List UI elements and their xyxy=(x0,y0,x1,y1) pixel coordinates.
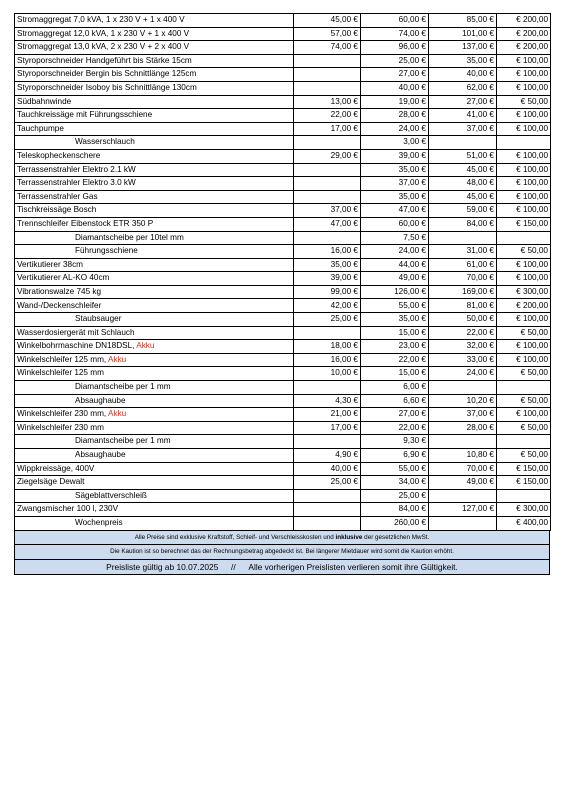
price-cell-4: € 100,00 xyxy=(497,177,551,191)
item-name-cell xyxy=(15,449,294,463)
item-name: Vertikutierer 38cm xyxy=(17,259,83,269)
table-row xyxy=(15,109,551,123)
table-row xyxy=(15,163,551,177)
price-cell-3: 50,00 € xyxy=(429,313,497,327)
item-name: Wand-/Deckenschleifer xyxy=(17,300,102,310)
price-cell-1: 47,00 € xyxy=(294,217,361,231)
akku-label: Akku xyxy=(108,409,127,419)
item-name-cell xyxy=(15,435,294,449)
item-name-cell xyxy=(15,421,294,435)
price-cell-1: 16,00 € xyxy=(294,353,361,367)
item-name-cell xyxy=(15,245,294,259)
price-cell-2: 19,00 € xyxy=(361,95,429,109)
price-cell-4: € 100,00 xyxy=(497,54,551,68)
price-cell-1: 10,00 € xyxy=(294,367,361,381)
price-cell-2: 60,00 € xyxy=(361,14,429,28)
table-row xyxy=(15,394,551,408)
item-name: Südbahnwinde xyxy=(17,96,72,106)
item-name-cell xyxy=(15,14,294,28)
price-cell-2: 60,00 € xyxy=(361,217,429,231)
price-cell-3: 84,00 € xyxy=(429,217,497,231)
item-name-cell xyxy=(15,285,294,299)
price-cell-3: 61,00 € xyxy=(429,258,497,272)
price-cell-1: 22,00 € xyxy=(294,109,361,123)
price-cell-2: 74,00 € xyxy=(361,27,429,41)
price-cell-4 xyxy=(497,381,551,395)
item-name-cell xyxy=(15,231,294,245)
price-cell-3: 37,00 € xyxy=(429,408,497,422)
price-cell-1: 13,00 € xyxy=(294,95,361,109)
table-row xyxy=(15,381,551,395)
price-cell-1: 25,00 € xyxy=(294,476,361,490)
item-name-cell xyxy=(15,190,294,204)
item-name: Führungsschiene xyxy=(75,246,138,256)
table-row xyxy=(15,313,551,327)
price-cell-1: 21,00 € xyxy=(294,408,361,422)
price-cell-2: 25,00 € xyxy=(361,489,429,503)
item-name-cell xyxy=(15,204,294,218)
note-prices-text-end: der gesetzlichen MwSt. xyxy=(362,533,430,541)
note-prices xyxy=(14,531,550,546)
price-cell-2: 96,00 € xyxy=(361,41,429,55)
table-row xyxy=(15,81,551,95)
valid-from-text: Preisliste gültig ab 10.07.2025 xyxy=(106,561,219,572)
price-cell-2: 49,00 € xyxy=(361,272,429,286)
table-row xyxy=(15,258,551,272)
price-cell-2: 24,00 € xyxy=(361,245,429,259)
price-cell-2: 37,00 € xyxy=(361,177,429,191)
price-cell-1 xyxy=(294,489,361,503)
validity-notice-text: Alle vorherigen Preislisten verlieren somit ihre Gültigkeit. xyxy=(248,561,458,572)
item-name: Trennschleifer Eibenstock ETR 350 P xyxy=(17,218,154,228)
price-cell-2: 25,00 € xyxy=(361,54,429,68)
price-cell-2: 35,00 € xyxy=(361,190,429,204)
price-cell-3: 45,00 € xyxy=(429,190,497,204)
price-cell-4: € 100,00 xyxy=(497,340,551,354)
price-cell-2: 44,00 € xyxy=(361,258,429,272)
item-name: Teleskopheckenschere xyxy=(17,150,101,160)
price-cell-1 xyxy=(294,381,361,395)
price-cell-3: 28,00 € xyxy=(429,421,497,435)
item-name-cell xyxy=(15,503,294,517)
price-cell-1 xyxy=(294,190,361,204)
price-cell-4: € 100,00 xyxy=(497,408,551,422)
price-cell-1: 25,00 € xyxy=(294,313,361,327)
item-name-cell xyxy=(15,313,294,327)
note-prices-text-start: Alle Preise sind exklusive Kraftstoff, Schleif- und Verschleisskosten und xyxy=(134,533,336,541)
table-row xyxy=(15,27,551,41)
table-row xyxy=(15,177,551,191)
price-cell-3: 70,00 € xyxy=(429,462,497,476)
price-cell-1 xyxy=(294,503,361,517)
price-cell-4: € 400,00 xyxy=(497,516,551,530)
price-cell-2: 47,00 € xyxy=(361,204,429,218)
price-cell-1 xyxy=(294,54,361,68)
price-cell-2: 34,00 € xyxy=(361,476,429,490)
item-name: Winkelschleifer 125 mm, xyxy=(17,354,107,364)
table-row xyxy=(15,421,551,435)
separator-text: // xyxy=(231,561,236,572)
price-cell-2: 22,00 € xyxy=(361,353,429,367)
price-cell-4: € 200,00 xyxy=(497,41,551,55)
item-name: Diamantscheibe per 10tel mm xyxy=(75,232,184,242)
price-cell-1 xyxy=(294,177,361,191)
item-name-cell xyxy=(15,408,294,422)
akku-label: Akku xyxy=(108,354,127,364)
item-name-cell xyxy=(15,41,294,55)
table-row xyxy=(15,190,551,204)
price-cell-4: € 50,00 xyxy=(497,421,551,435)
item-name-cell xyxy=(15,217,294,231)
price-cell-2: 28,00 € xyxy=(361,109,429,123)
table-row xyxy=(15,503,551,517)
item-name-cell xyxy=(15,516,294,530)
price-cell-3 xyxy=(429,489,497,503)
price-cell-4: € 100,00 xyxy=(497,122,551,136)
price-cell-3: 127,00 € xyxy=(429,503,497,517)
price-cell-1: 4,90 € xyxy=(294,449,361,463)
price-cell-4: € 100,00 xyxy=(497,68,551,82)
price-cell-4: € 100,00 xyxy=(497,163,551,177)
price-cell-3: 24,00 € xyxy=(429,367,497,381)
price-cell-3: 137,00 € xyxy=(429,41,497,55)
price-cell-4: € 300,00 xyxy=(497,503,551,517)
price-cell-1 xyxy=(294,163,361,177)
price-cell-3: 40,00 € xyxy=(429,68,497,82)
item-name: Terrassenstrahler Elektro 3.0 kW xyxy=(17,178,136,188)
price-cell-3: 70,00 € xyxy=(429,272,497,286)
price-cell-3: 31,00 € xyxy=(429,245,497,259)
price-cell-4: € 100,00 xyxy=(497,272,551,286)
price-cell-4: € 100,00 xyxy=(497,149,551,163)
item-name-cell xyxy=(15,367,294,381)
price-cell-3: 33,00 € xyxy=(429,353,497,367)
price-cell-1: 17,00 € xyxy=(294,122,361,136)
price-cell-2: 40,00 € xyxy=(361,81,429,95)
price-cell-1: 40,00 € xyxy=(294,462,361,476)
item-name: Styroporschneider Handgeführt bis Stärke 15cm xyxy=(17,55,192,65)
price-cell-4 xyxy=(497,435,551,449)
price-cell-3: 27,00 € xyxy=(429,95,497,109)
item-name: Stromaggregat 7,0 kVA, 1 x 230 V + 1 x 400 V xyxy=(17,15,185,25)
price-cell-3: 59,00 € xyxy=(429,204,497,218)
item-name-cell xyxy=(15,68,294,82)
price-cell-1 xyxy=(294,516,361,530)
price-cell-3: 10,80 € xyxy=(429,449,497,463)
price-cell-2: 35,00 € xyxy=(361,163,429,177)
price-cell-3: 48,00 € xyxy=(429,177,497,191)
price-cell-4: € 300,00 xyxy=(497,285,551,299)
note-prices-bold: inklusive xyxy=(335,533,363,541)
note-validity xyxy=(14,560,550,575)
price-cell-2: 15,00 € xyxy=(361,326,429,340)
price-cell-4: € 100,00 xyxy=(497,81,551,95)
price-cell-4: € 150,00 xyxy=(497,462,551,476)
item-name: Winkelschleifer 230 mm xyxy=(17,422,104,432)
price-cell-2: 24,00 € xyxy=(361,122,429,136)
item-name-cell xyxy=(15,163,294,177)
item-name-cell xyxy=(15,340,294,354)
item-name-cell xyxy=(15,394,294,408)
price-cell-1: 35,00 € xyxy=(294,258,361,272)
item-name: Tauchpumpe xyxy=(17,123,64,133)
table-row xyxy=(15,353,551,367)
price-cell-2: 6,00 € xyxy=(361,381,429,395)
table-row xyxy=(15,54,551,68)
item-name: Staubsauger xyxy=(75,314,122,324)
price-cell-2: 6,60 € xyxy=(361,394,429,408)
price-cell-3: 41,00 € xyxy=(429,109,497,123)
price-cell-3: 81,00 € xyxy=(429,299,497,313)
item-name: Winkelbohrmaschine DN18DSL, xyxy=(17,341,135,351)
table-row xyxy=(15,272,551,286)
price-cell-3: 62,00 € xyxy=(429,81,497,95)
price-cell-1: 16,00 € xyxy=(294,245,361,259)
item-name: Zwangsmischer 100 l, 230V xyxy=(17,504,119,514)
item-name: Ziegelsäge Dewalt xyxy=(17,477,85,487)
price-table-body xyxy=(15,14,551,531)
item-name: Wochenpreis xyxy=(75,518,123,528)
item-name: Winkelschleifer 230 mm, xyxy=(17,409,107,419)
price-cell-3 xyxy=(429,231,497,245)
price-cell-1 xyxy=(294,435,361,449)
item-name: Absaughaube xyxy=(75,450,126,460)
price-cell-1 xyxy=(294,231,361,245)
price-cell-1: 74,00 € xyxy=(294,41,361,55)
price-cell-4: € 200,00 xyxy=(497,14,551,28)
item-name: Winkelschleifer 125 mm xyxy=(17,368,104,378)
price-cell-3: 45,00 € xyxy=(429,163,497,177)
item-name: Diamantscheibe per 1 mm xyxy=(75,382,171,392)
price-cell-4: € 100,00 xyxy=(497,109,551,123)
table-row xyxy=(15,217,551,231)
table-row xyxy=(15,231,551,245)
price-cell-2: 15,00 € xyxy=(361,367,429,381)
table-row xyxy=(15,516,551,530)
price-cell-2: 27,00 € xyxy=(361,408,429,422)
price-cell-2: 260,00 € xyxy=(361,516,429,530)
price-cell-3: 49,00 € xyxy=(429,476,497,490)
item-name-cell xyxy=(15,476,294,490)
price-cell-4: € 50,00 xyxy=(497,245,551,259)
price-cell-2: 23,00 € xyxy=(361,340,429,354)
item-name-cell xyxy=(15,109,294,123)
table-row xyxy=(15,285,551,299)
item-name: Terrassenstrahler Elektro 2.1 kW xyxy=(17,164,136,174)
price-cell-4: € 50,00 xyxy=(497,394,551,408)
price-cell-3: 35,00 € xyxy=(429,54,497,68)
item-name: Stromaggregat 12,0 kVA, 1 x 230 V + 1 x 400 V xyxy=(17,28,190,38)
price-cell-1 xyxy=(294,136,361,150)
price-cell-1 xyxy=(294,81,361,95)
price-cell-1 xyxy=(294,326,361,340)
table-row xyxy=(15,122,551,136)
price-cell-2: 27,00 € xyxy=(361,68,429,82)
price-cell-1: 57,00 € xyxy=(294,27,361,41)
item-name-cell xyxy=(15,299,294,313)
price-cell-4: € 50,00 xyxy=(497,95,551,109)
item-name-cell xyxy=(15,489,294,503)
price-cell-4: € 200,00 xyxy=(497,299,551,313)
price-cell-4 xyxy=(497,136,551,150)
price-cell-2: 6,90 € xyxy=(361,449,429,463)
item-name-cell xyxy=(15,462,294,476)
table-row xyxy=(15,435,551,449)
price-cell-3: 169,00 € xyxy=(429,285,497,299)
price-cell-2: 84,00 € xyxy=(361,503,429,517)
price-cell-4: € 100,00 xyxy=(497,204,551,218)
table-row xyxy=(15,68,551,82)
price-cell-3: 32,00 € xyxy=(429,340,497,354)
table-row xyxy=(15,462,551,476)
table-row xyxy=(15,340,551,354)
item-name: Stromaggregat 13,0 kVA, 2 x 230 V + 2 x 400 V xyxy=(17,42,190,52)
price-cell-4: € 150,00 xyxy=(497,476,551,490)
table-row xyxy=(15,476,551,490)
price-cell-1: 45,00 € xyxy=(294,14,361,28)
price-cell-2: 55,00 € xyxy=(361,299,429,313)
item-name-cell xyxy=(15,81,294,95)
price-cell-1: 29,00 € xyxy=(294,149,361,163)
price-cell-4: € 100,00 xyxy=(497,190,551,204)
price-cell-4: € 200,00 xyxy=(497,27,551,41)
price-cell-3 xyxy=(429,136,497,150)
price-cell-3: 37,00 € xyxy=(429,122,497,136)
price-cell-3: 10,20 € xyxy=(429,394,497,408)
price-cell-4 xyxy=(497,489,551,503)
item-name: Tischkreissäge Bosch xyxy=(17,205,97,215)
price-cell-1: 37,00 € xyxy=(294,204,361,218)
item-name: Terrassenstrahler Gas xyxy=(17,191,98,201)
price-cell-4: € 50,00 xyxy=(497,326,551,340)
price-cell-1: 17,00 € xyxy=(294,421,361,435)
item-name: Absaughaube xyxy=(75,395,126,405)
price-cell-4: € 50,00 xyxy=(497,449,551,463)
item-name-cell xyxy=(15,258,294,272)
item-name-cell xyxy=(15,353,294,367)
price-cell-1: 99,00 € xyxy=(294,285,361,299)
item-name: Tauchkreissäge mit Führungsschiene xyxy=(17,110,153,120)
price-cell-3 xyxy=(429,381,497,395)
table-row xyxy=(15,41,551,55)
price-cell-2: 39,00 € xyxy=(361,149,429,163)
item-name: Styroporschneider Isoboy bis Schnittlänge 130cm xyxy=(17,83,197,93)
item-name-cell xyxy=(15,149,294,163)
price-cell-1 xyxy=(294,68,361,82)
item-name: Styroporschneider Bergin bis Schnittlänge 125cm xyxy=(17,69,197,79)
price-cell-3: 51,00 € xyxy=(429,149,497,163)
item-name: Sägeblattverschleiß xyxy=(75,490,147,500)
note-deposit xyxy=(14,545,550,560)
price-list-sheet xyxy=(14,13,550,575)
table-row xyxy=(15,489,551,503)
price-cell-2: 3,00 € xyxy=(361,136,429,150)
price-cell-3: 22,00 € xyxy=(429,326,497,340)
price-cell-4: € 150,00 xyxy=(497,217,551,231)
price-table xyxy=(14,13,551,531)
price-cell-4: € 100,00 xyxy=(497,313,551,327)
item-name-cell xyxy=(15,54,294,68)
item-name-cell xyxy=(15,27,294,41)
item-name-cell xyxy=(15,326,294,340)
price-cell-2: 9,30 € xyxy=(361,435,429,449)
table-row xyxy=(15,95,551,109)
item-name: Diamantscheibe per 1 mm xyxy=(75,436,171,446)
price-cell-2: 7,50 € xyxy=(361,231,429,245)
price-cell-4 xyxy=(497,231,551,245)
price-cell-1: 39,00 € xyxy=(294,272,361,286)
item-name-cell xyxy=(15,95,294,109)
akku-label: Akku xyxy=(136,341,155,351)
table-row xyxy=(15,408,551,422)
item-name-cell xyxy=(15,272,294,286)
note-deposit-text: Die Kaution ist so berechnet das der Rechnungsbetrag abgedeckt ist. Bei längerer Mietdauer wird somit die Kaution erhöht. xyxy=(110,548,454,556)
price-cell-1: 4,30 € xyxy=(294,394,361,408)
price-cell-3 xyxy=(429,516,497,530)
table-row xyxy=(15,14,551,28)
price-cell-2: 22,00 € xyxy=(361,421,429,435)
price-cell-2: 55,00 € xyxy=(361,462,429,476)
item-name-cell xyxy=(15,136,294,150)
price-cell-2: 126,00 € xyxy=(361,285,429,299)
item-name-cell xyxy=(15,177,294,191)
item-name: Vertikutierer AL-KO 40cm xyxy=(17,273,110,283)
item-name-cell xyxy=(15,381,294,395)
table-row xyxy=(15,449,551,463)
table-row xyxy=(15,245,551,259)
price-cell-4: € 50,00 xyxy=(497,367,551,381)
price-cell-3: 101,00 € xyxy=(429,27,497,41)
table-row xyxy=(15,299,551,313)
table-row xyxy=(15,326,551,340)
price-cell-2: 35,00 € xyxy=(361,313,429,327)
table-row xyxy=(15,204,551,218)
item-name: Vibrationswalze 745 kg xyxy=(17,286,102,296)
price-cell-3 xyxy=(429,435,497,449)
item-name: Wasserschlauch xyxy=(75,137,135,147)
item-name-cell xyxy=(15,122,294,136)
table-row xyxy=(15,136,551,150)
item-name: Wippkreissäge, 400V xyxy=(17,463,95,473)
table-row xyxy=(15,149,551,163)
price-cell-1: 42,00 € xyxy=(294,299,361,313)
price-cell-4: € 100,00 xyxy=(497,258,551,272)
table-row xyxy=(15,367,551,381)
price-cell-1: 18,00 € xyxy=(294,340,361,354)
price-cell-4: € 100,00 xyxy=(497,353,551,367)
item-name: Wasserdosiergerät mit Schlauch xyxy=(17,327,135,337)
price-cell-3: 85,00 € xyxy=(429,14,497,28)
